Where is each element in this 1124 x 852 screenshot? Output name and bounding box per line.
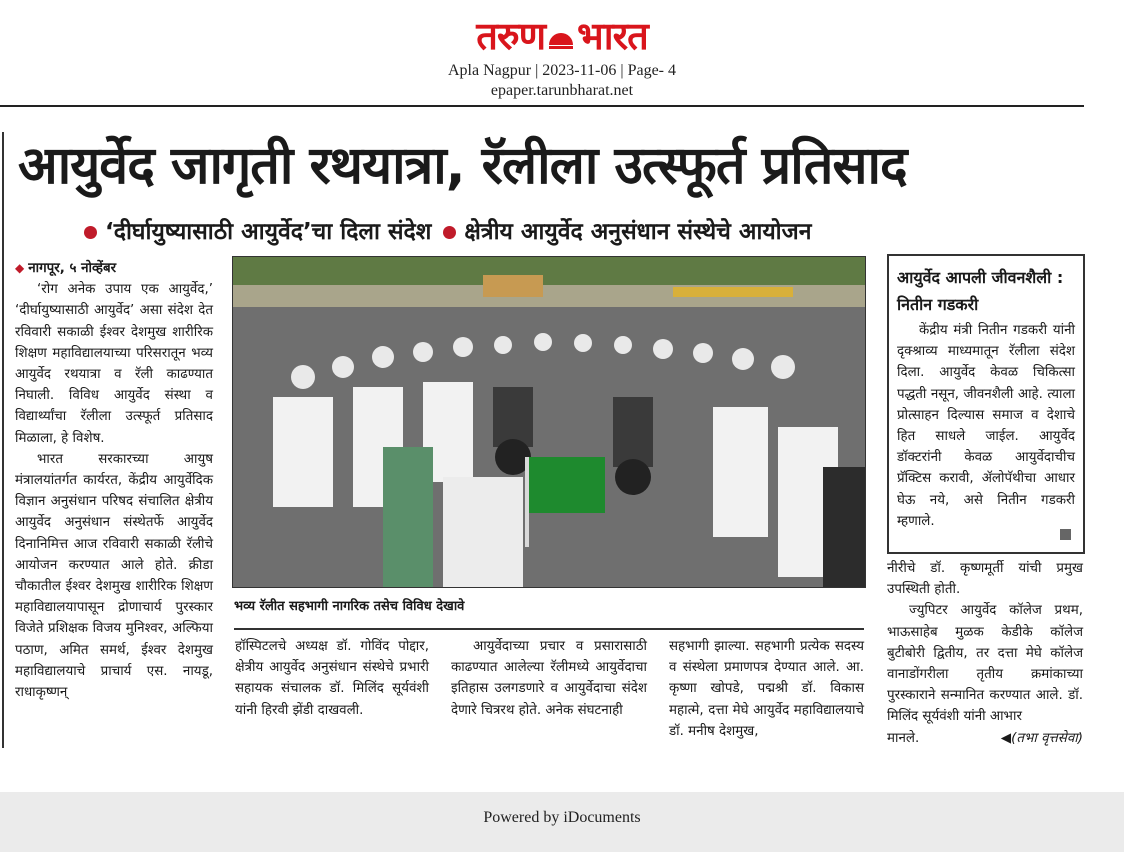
- column-3: [451, 636, 647, 721]
- edition-name: Apla Nagpur: [448, 62, 532, 79]
- edition-line: [0, 60, 1124, 82]
- column-5: [887, 558, 1083, 749]
- paragraph: सहभागी झाल्या. सहभागी प्रत्येक सदस्य व संस्थेला प्रमाणपत्र देण्यात आले. आ. कृष्णा खोपडे, पद्मश्री डॉ. विकास महात्मे, दत्ता मेघे आयुर्वेद महाविद्यालयाचे डॉ. मनीष देशमुख,: [669, 639, 864, 739]
- subhead-1: ‘दीर्घायुष्यासाठी आयुर्वेद’चा दिला संदेश: [105, 219, 432, 245]
- diamond-bullet-icon: ◆: [15, 261, 25, 275]
- epaper-url[interactable]: epaper.tarunbharat.net: [490, 82, 634, 99]
- article-end: [887, 728, 1083, 749]
- footer-bar: [0, 792, 1124, 852]
- credit-line: ◀(तभा वृत्तसेवा): [1000, 730, 1083, 746]
- sidebar-title: आयुर्वेद आपली जीवनशैली : नितीन गडकरी: [897, 268, 1064, 314]
- column-1: [15, 258, 213, 703]
- subhead-2: क्षेत्रीय आयुर्वेद अनुसंधान संस्थेचे आयोजन: [464, 219, 812, 245]
- column-4: [669, 636, 864, 742]
- paragraph: भारत सरकारच्या आयुष मंत्रालयांतर्गत कार्यरत, केंद्रीय आयुर्वेदिक विज्ञान अनुसंधान परिषद संचालित क्षेत्रीय आयुर्वेद अनुसंधान संस्थेतर्फे आयुर्वेद दिनानिमित्त आज रविवारी सकाळी रॅलीचे आयोजन करण्यात आले होते. क्रीडा चौकातील ईश्वर देशमुख शारीरिक शिक्षण महाविद्यालयापासून द्रोणाचार्य पुरस्कार विजेते प्रशिक्षक विजय मुनिश्वर, अल्फिया पठाण, अमित समर्थ, ईश्वर देशमुख महाविद्यालयाचे प्राचार्य एस. नायडू, राधाकृष्णन्: [15, 451, 213, 701]
- separator: |: [620, 62, 628, 79]
- left-triangle-icon: ◀: [1000, 730, 1012, 746]
- logo-text-left: तरुण: [476, 14, 546, 58]
- powered-by-link[interactable]: Powered by iDocuments: [483, 809, 641, 826]
- sun-emblem-icon: [547, 25, 575, 51]
- column-2: [235, 636, 429, 721]
- bullet-icon: [443, 226, 456, 239]
- closing-word: मानले.: [887, 730, 920, 746]
- logo-text-right: भारत: [577, 14, 648, 58]
- edition-date: 2023-11-06: [542, 62, 617, 79]
- separator: |: [535, 62, 543, 79]
- paragraph: आयुर्वेदाच्या प्रचार व प्रसारासाठी काढण्यात आलेल्या रॅलीमध्ये आयुर्वेदाचा इतिहास उलगडणारे व आयुर्वेदाचा संदेश देणारे चित्ररथ होते. अनेक संघटनाही: [451, 639, 647, 718]
- paragraph: हॉस्पिटलचे अध्यक्ष डॉ. गोविंद पोद्दार, क्षेत्रीय आयुर्वेद अनुसंधान संस्थेचे प्रभारी सहायक संचालक डॉ. मिलिंद सूर्यवंशी यांनी हिरवी झेंडी दाखवली.: [235, 639, 429, 718]
- paragraph: ज्युपिटर आयुर्वेद कॉलेज प्रथम, भाऊसाहेब मुळक केडीके कॉलेज बुटीबोरी द्वितीय, तर दत्ता मेघे कॉलेज वानाडोंगरीला तृतीय क्रमांकाच्या पुरस्काराने सन्मानित करण्यात आले. डॉ. मिलिंद सूर्यवंशी यांनी आभार: [887, 603, 1083, 725]
- masthead: [0, 0, 1124, 108]
- bullet-icon: [84, 226, 97, 239]
- dateline: ◆ नागपूर, ५ नोव्हेंबर: [15, 261, 117, 276]
- photo-caption: भव्य रॅलीत सहभागी नागरिक तसेच विविध देखावे: [234, 599, 465, 614]
- article-clip: [0, 108, 1124, 792]
- page-number: Page- 4: [627, 62, 676, 79]
- gadkari-sidebar-box: [887, 254, 1085, 554]
- masthead-divider: [0, 105, 1084, 107]
- caption-divider: [234, 628, 864, 630]
- subhead: [80, 212, 1040, 252]
- end-mark-icon: [1060, 529, 1071, 540]
- left-border: [2, 132, 4, 748]
- headline: आयुर्वेद जागृती रथयात्रा, रॅलीला उत्स्फूर्त प्रतिसाद: [18, 136, 907, 196]
- paragraph: नीरीचे डॉ. कृष्णमूर्ती यांची प्रमुख उपस्थिती होती.: [887, 561, 1083, 598]
- sidebar-body: केंद्रीय मंत्री नितीन गडकरी यांनी दृक्श्राव्य माध्यमातून रॅलीला संदेश दिला. आयुर्वेद केवळ चिकित्सा पद्धती नसून, जीवनशैली आहे. त्याला प्रोत्साहन दिल्यास समाज व देशाचे हित साधले जाईल. आयुर्वेद डॉक्टरांनी केवळ आयुर्वेदाचीच प्रॅक्टिस करावी, ॲलोपॅथीचा आधार घेऊ नये, असे नितीन गडकरी म्हणाले.: [897, 323, 1075, 529]
- tarun-bharat-logo[interactable]: [437, 14, 687, 58]
- rally-photo-illustration: [233, 257, 866, 588]
- rally-photo[interactable]: [232, 256, 866, 588]
- paragraph: ‘रोग अनेक उपाय एक आयुर्वेद,’ ‘दीर्घायुष्यासाठी आयुर्वेद’ असा संदेश देत रविवारी सकाळी ईश्वर देशमुख शारीरिक शिक्षण महाविद्यालयाच्या परिसरातून भव्य आयुर्वेद रथयात्रा व रॅली काढण्यात निघाली. विविध आयुर्वेद संस्था व विद्यार्थ्यांचा रॅलीला उत्स्फूर्त प्रतिसाद मिळाला, हे विशेष.: [15, 282, 213, 446]
